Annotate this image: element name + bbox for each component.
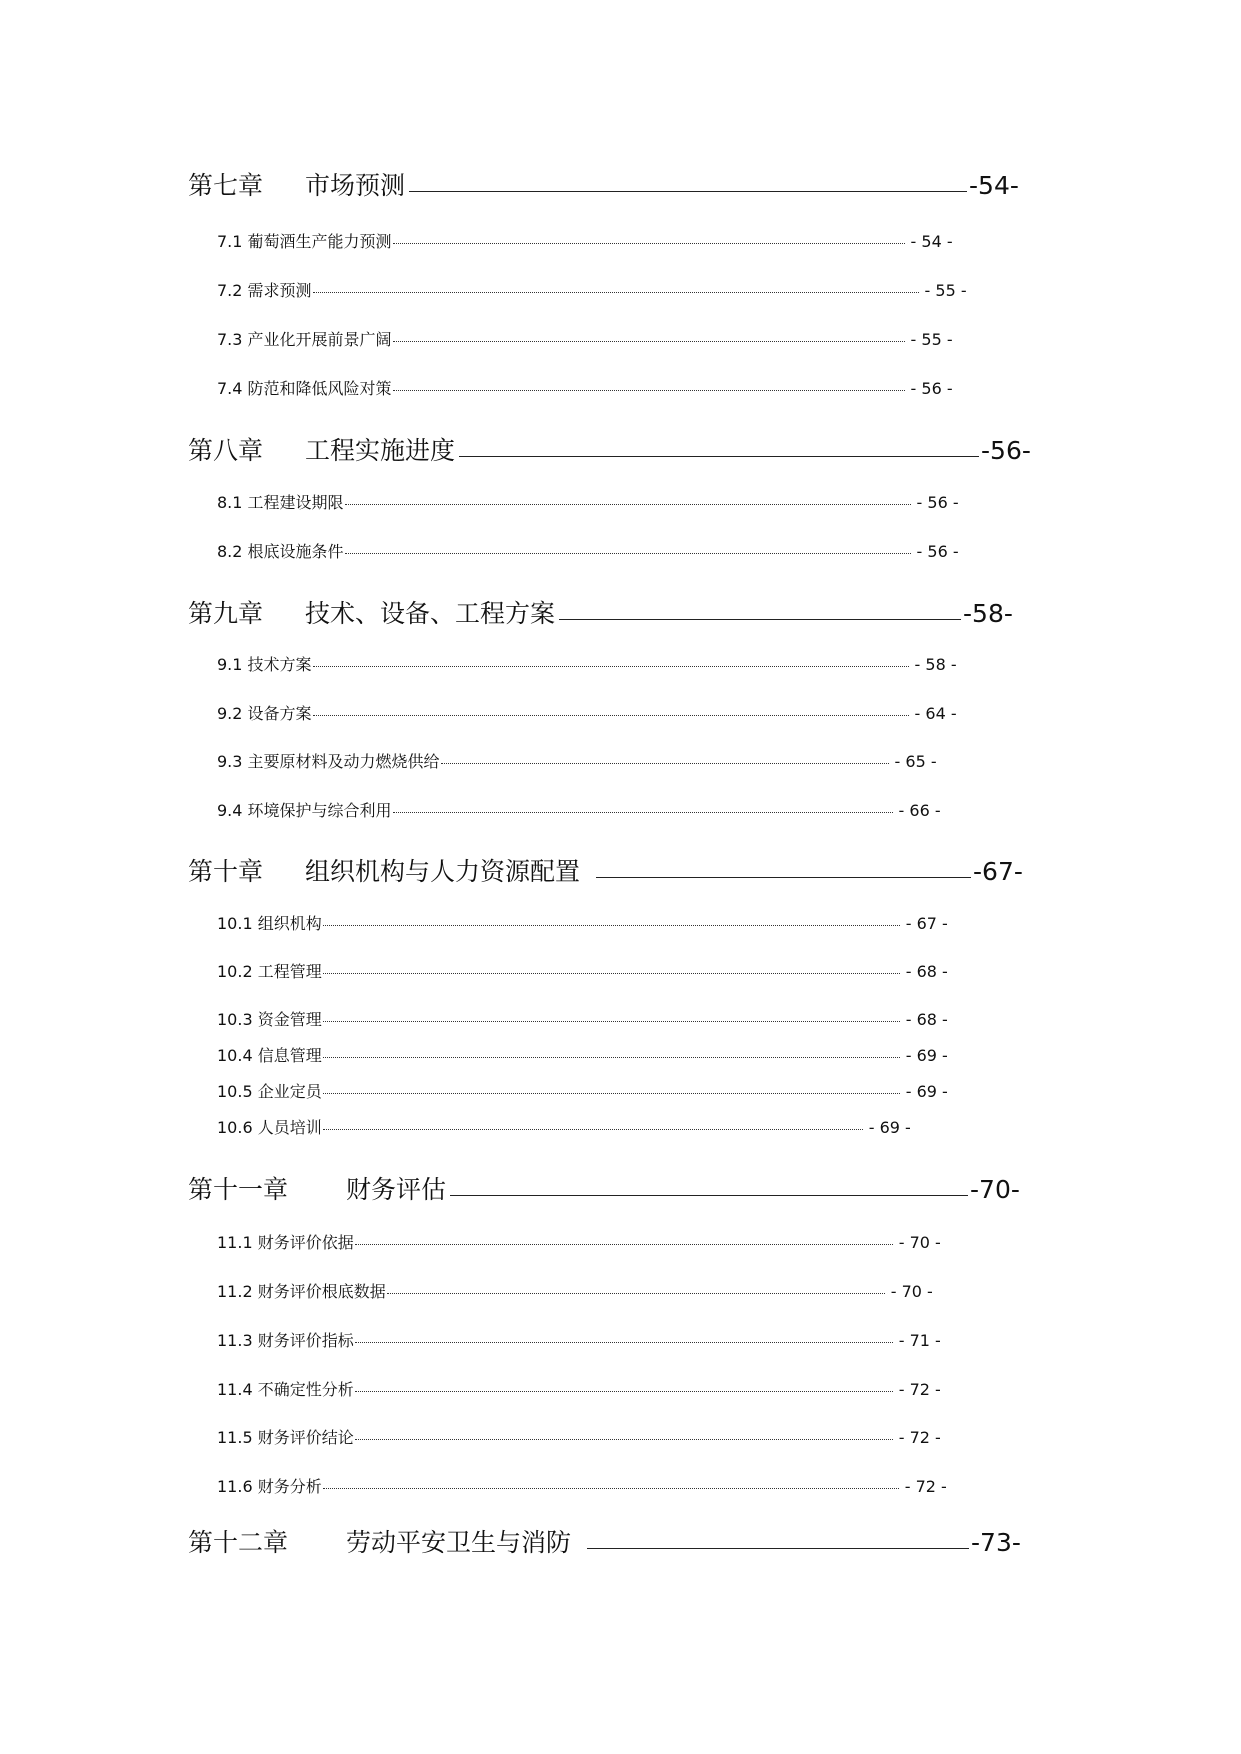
dot-leader — [393, 341, 905, 342]
toc-section-11-3[interactable] — [217, 1328, 941, 1351]
toc-section-11-1[interactable] — [217, 1230, 941, 1253]
dot-leader — [345, 553, 911, 554]
section-label: 7.4 防范和降低风险对策 — [217, 379, 392, 398]
section-page-number: - 54 - — [910, 232, 953, 251]
section-page-number: - 55 - — [924, 281, 967, 300]
chapter-page-number: -67- — [973, 857, 1023, 886]
dot-leader — [355, 1342, 893, 1343]
section-page-number: - 56 - — [916, 542, 959, 561]
section-label: 10.2 工程管理 — [217, 962, 322, 981]
toc-section-10-5[interactable] — [217, 1079, 948, 1102]
toc-section-7-3[interactable] — [217, 327, 953, 350]
toc-chapter-10[interactable] — [188, 852, 1023, 888]
section-label: 7.2 需求预测 — [217, 281, 312, 300]
section-page-number: - 72 - — [898, 1428, 941, 1447]
section-page-number: - 65 - — [894, 752, 937, 771]
section-label: 10.1 组织机构 — [217, 914, 322, 933]
dot-leader — [393, 812, 893, 813]
dot-leader — [355, 1244, 893, 1245]
section-label: 11.4 不确定性分析 — [217, 1380, 354, 1399]
chapter-page-number: -70- — [970, 1175, 1020, 1204]
chapter-page-number: -58- — [963, 599, 1013, 628]
section-page-number: - 72 - — [898, 1380, 941, 1399]
section-page-number: - 58 - — [914, 655, 957, 674]
section-label: 9.1 技术方案 — [217, 655, 312, 674]
section-label: 10.6 人员培训 — [217, 1118, 322, 1137]
toc-section-10-2[interactable] — [217, 959, 948, 982]
section-page-number: - 70 - — [898, 1233, 941, 1252]
dot-leader — [323, 1021, 900, 1022]
toc-section-11-6[interactable] — [217, 1474, 947, 1497]
section-label: 10.5 企业定员 — [217, 1082, 322, 1101]
toc-section-9-3[interactable] — [217, 749, 937, 772]
chapter-leader-line — [596, 877, 971, 878]
chapter-page-number: -54- — [969, 171, 1019, 200]
dot-leader — [323, 1057, 900, 1058]
toc-section-7-2[interactable] — [217, 278, 967, 301]
section-page-number: - 70 - — [890, 1282, 933, 1301]
section-label: 10.3 资金管理 — [217, 1010, 322, 1029]
chapter-title: 组织机构与人力资源配置 — [305, 857, 581, 886]
chapter-title: 市场预测 — [305, 171, 406, 200]
chapter-leader-line — [459, 456, 979, 457]
dot-leader — [393, 243, 905, 244]
section-label: 7.3 产业化开展前景广阔 — [217, 330, 392, 349]
chapter-number: 第十一章 — [188, 1175, 289, 1204]
toc-section-11-2[interactable] — [217, 1279, 933, 1302]
toc-section-10-1[interactable] — [217, 911, 948, 934]
section-label: 9.4 环境保护与综合利用 — [217, 801, 392, 820]
toc-section-9-4[interactable] — [217, 798, 941, 821]
section-label: 9.3 主要原材料及动力燃烧供给 — [217, 752, 440, 771]
toc-section-10-3[interactable] — [217, 1007, 948, 1030]
section-page-number: - 56 - — [910, 379, 953, 398]
chapter-number: 第九章 — [188, 599, 264, 628]
section-label: 11.3 财务评价指标 — [217, 1331, 354, 1350]
section-page-number: - 69 - — [868, 1118, 911, 1137]
dot-leader — [323, 1129, 863, 1130]
section-page-number: - 71 - — [898, 1331, 941, 1350]
section-label: 11.1 财务评价依据 — [217, 1233, 354, 1252]
toc-section-7-1[interactable] — [217, 229, 953, 252]
toc-section-10-4[interactable] — [217, 1043, 948, 1066]
chapter-page-number: -73- — [971, 1528, 1021, 1557]
toc-chapter-12[interactable] — [188, 1523, 1021, 1559]
chapter-leader-line — [559, 619, 961, 620]
chapter-title: 技术、设备、工程方案 — [305, 599, 556, 628]
chapter-title: 工程实施进度 — [305, 436, 456, 465]
section-label: 8.2 根底设施条件 — [217, 542, 344, 561]
dot-leader — [345, 504, 911, 505]
dot-leader — [313, 715, 909, 716]
chapter-page-number: -56- — [981, 436, 1031, 465]
dot-leader — [323, 1488, 899, 1489]
section-page-number: - 56 - — [916, 493, 959, 512]
toc-chapter-8[interactable] — [188, 431, 1031, 467]
dot-leader — [313, 666, 909, 667]
section-page-number: - 68 - — [905, 962, 948, 981]
dot-leader — [355, 1439, 893, 1440]
section-label: 10.4 信息管理 — [217, 1046, 322, 1065]
chapter-leader-line — [587, 1548, 969, 1549]
chapter-title: 财务评估 — [346, 1175, 447, 1204]
dot-leader — [387, 1293, 885, 1294]
section-label: 7.1 葡萄酒生产能力预测 — [217, 232, 392, 251]
section-label: 11.2 财务评价根底数据 — [217, 1282, 386, 1301]
chapter-title: 劳动平安卫生与消防 — [346, 1528, 572, 1557]
dot-leader — [393, 390, 905, 391]
chapter-leader-line — [450, 1195, 968, 1196]
section-page-number: - 68 - — [905, 1010, 948, 1029]
toc-section-11-4[interactable] — [217, 1377, 941, 1400]
toc-section-8-1[interactable] — [217, 490, 959, 513]
section-page-number: - 69 - — [905, 1082, 948, 1101]
section-page-number: - 72 - — [904, 1477, 947, 1496]
chapter-number: 第十章 — [188, 857, 264, 886]
dot-leader — [441, 763, 889, 764]
section-page-number: - 69 - — [905, 1046, 948, 1065]
section-page-number: - 66 - — [898, 801, 941, 820]
section-label: 11.5 财务评价结论 — [217, 1428, 354, 1447]
dot-leader — [313, 292, 919, 293]
chapter-number: 第十二章 — [188, 1528, 289, 1557]
dot-leader — [323, 925, 900, 926]
toc-section-8-2[interactable] — [217, 539, 959, 562]
toc-section-9-1[interactable] — [217, 652, 957, 675]
section-page-number: - 64 - — [914, 704, 957, 723]
toc-chapter-11[interactable] — [188, 1170, 1020, 1206]
section-label: 9.2 设备方案 — [217, 704, 312, 723]
toc-section-10-6[interactable] — [217, 1115, 911, 1138]
chapter-number: 第七章 — [188, 171, 264, 200]
toc-chapter-7[interactable] — [188, 166, 1019, 202]
toc-chapter-9[interactable] — [188, 594, 1013, 630]
dot-leader — [355, 1391, 893, 1392]
chapter-number: 第八章 — [188, 436, 264, 465]
section-label: 8.1 工程建设期限 — [217, 493, 344, 512]
chapter-leader-line — [409, 191, 967, 192]
toc-section-7-4[interactable] — [217, 376, 953, 399]
toc-section-11-5[interactable] — [217, 1425, 941, 1448]
section-page-number: - 67 - — [905, 914, 948, 933]
dot-leader — [323, 973, 900, 974]
section-page-number: - 55 - — [910, 330, 953, 349]
toc-section-9-2[interactable] — [217, 701, 957, 724]
section-label: 11.6 财务分析 — [217, 1477, 322, 1496]
dot-leader — [323, 1093, 900, 1094]
